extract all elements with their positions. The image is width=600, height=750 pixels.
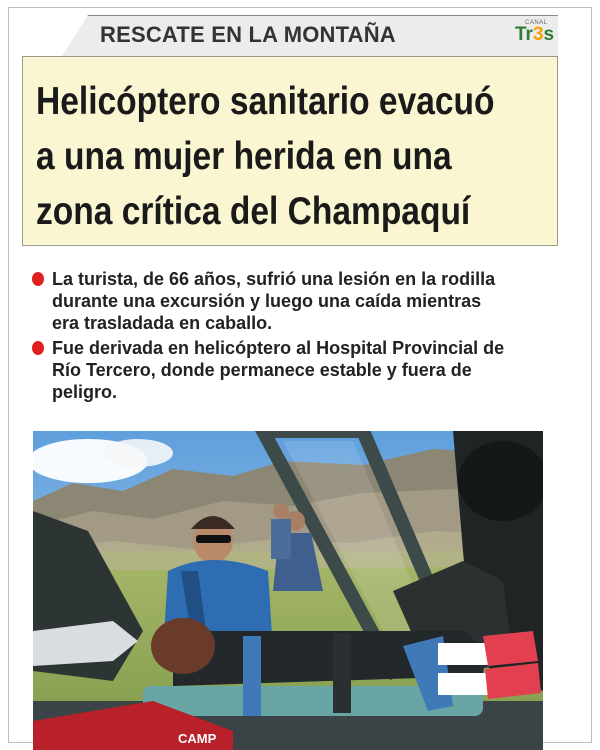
bullet-dot-icon: [32, 272, 44, 286]
headline-line-3: zona crítica del Champaquí: [36, 190, 471, 233]
channel-logo[interactable]: [513, 20, 557, 48]
headline-line-2: a una mujer herida en una: [36, 135, 452, 178]
strap: [243, 636, 261, 716]
bullet-item: Fue derivada en helicóptero al Hospital Provincial de Río Tercero, donde permanece estable y fuera de peligro.: [30, 337, 570, 403]
rescue-photo: [33, 431, 543, 750]
section-label: RESCATE EN LA MONTAÑA: [100, 22, 396, 47]
rescue-photo-illustration: [33, 431, 543, 750]
stretcher-brand-text: CAMP: [178, 731, 217, 746]
summary-bullets: [30, 268, 570, 406]
patient-shoe: [483, 631, 538, 666]
logo-small-text: CANAL: [525, 20, 548, 26]
bullet-item: La turista, de 66 años, sufrió una lesión en la rodilla durante una excursión y luego una caída mientras era trasladada en caballo.: [30, 268, 570, 334]
patient-head: [151, 618, 215, 674]
logo-wordmark: Tr3s: [515, 24, 555, 45]
bullet-dot-icon: [32, 341, 44, 355]
headline: [36, 74, 552, 239]
headline-line-1: Helicóptero sanitario evacuó: [36, 80, 495, 123]
